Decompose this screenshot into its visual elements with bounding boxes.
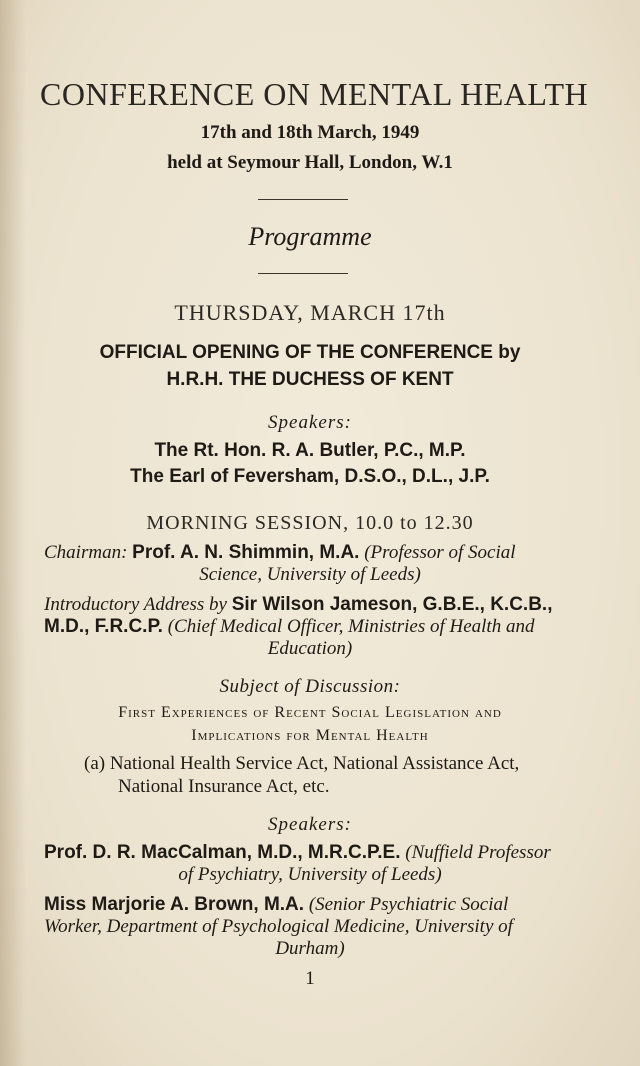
speaker-name: Miss Marjorie A. Brown, M.A. — [44, 894, 305, 915]
chairman-desc: (Professor of Social — [364, 542, 516, 563]
speaker-line — [44, 842, 551, 864]
day-heading: THURSDAY, MARCH 17th — [174, 300, 446, 325]
session-heading: MORNING SESSION, 10.0 to 12.30 — [146, 512, 474, 534]
speaker-name: The Earl of Feversham, D.S.O., D.L., J.P. — [130, 466, 490, 487]
introductory-name: Sir Wilson Jameson, G.B.E., K.C.B., — [231, 594, 553, 615]
opening-line: H.R.H. THE DUCHESS OF KENT — [166, 369, 454, 390]
introductory-desc-cont: Education) — [267, 638, 353, 659]
subject-title: First Experiences of Recent Social Legislation and — [118, 704, 502, 721]
programme-heading: Programme — [248, 222, 372, 251]
introductory-label: Introductory Address by — [44, 594, 227, 615]
subject-title: Implications for Mental Health — [191, 727, 429, 744]
chairman-name: Prof. A. N. Shimmin, M.A. — [132, 542, 360, 563]
page-edge-shadow — [0, 0, 26, 1066]
divider-rule — [258, 199, 348, 200]
speaker-desc: (Senior Psychiatric Social — [308, 894, 509, 915]
introductory-desc: (Chief Medical Officer, Ministries of Health and — [167, 616, 535, 637]
chairman-label: Chairman: — [44, 542, 128, 563]
speakers-label: Speakers: — [268, 412, 352, 433]
divider-rule — [258, 273, 348, 274]
opening-line: OFFICIAL OPENING OF THE CONFERENCE by — [99, 342, 521, 363]
introductory-line — [44, 594, 553, 616]
subject-item-cont: National Insurance Act, etc. — [118, 776, 330, 797]
speaker-name: Prof. D. R. MacCalman, M.D., M.R.C.P.E. — [44, 842, 401, 863]
chairman-line — [44, 542, 516, 564]
introductory-name-cont: M.D., F.R.C.P. — [44, 616, 163, 637]
speaker-line — [44, 894, 508, 916]
subject-label: Subject of Discussion: — [219, 676, 401, 697]
subject-item: (a) National Health Service Act, National Assistance Act, — [84, 753, 520, 774]
page-number: 1 — [305, 968, 315, 989]
speakers-label: Speakers: — [268, 814, 352, 835]
conference-dates: 17th and 18th March, 1949 — [200, 122, 420, 143]
speaker-desc-cont: of Psychiatry, University of Leeds) — [178, 864, 442, 885]
speaker-desc-cont: Durham) — [275, 938, 345, 959]
speaker-desc: (Nuffield Professor — [405, 842, 551, 863]
speaker-name: The Rt. Hon. R. A. Butler, P.C., M.P. — [154, 440, 466, 461]
chairman-desc-cont: Science, University of Leeds) — [199, 564, 421, 585]
introductory-line — [44, 616, 534, 638]
conference-title: CONFERENCE ON MENTAL HEALTH — [40, 76, 589, 112]
speaker-desc-cont: Worker, Department of Psychological Medicine, University of — [44, 916, 513, 937]
conference-venue: held at Seymour Hall, London, W.1 — [167, 152, 453, 173]
